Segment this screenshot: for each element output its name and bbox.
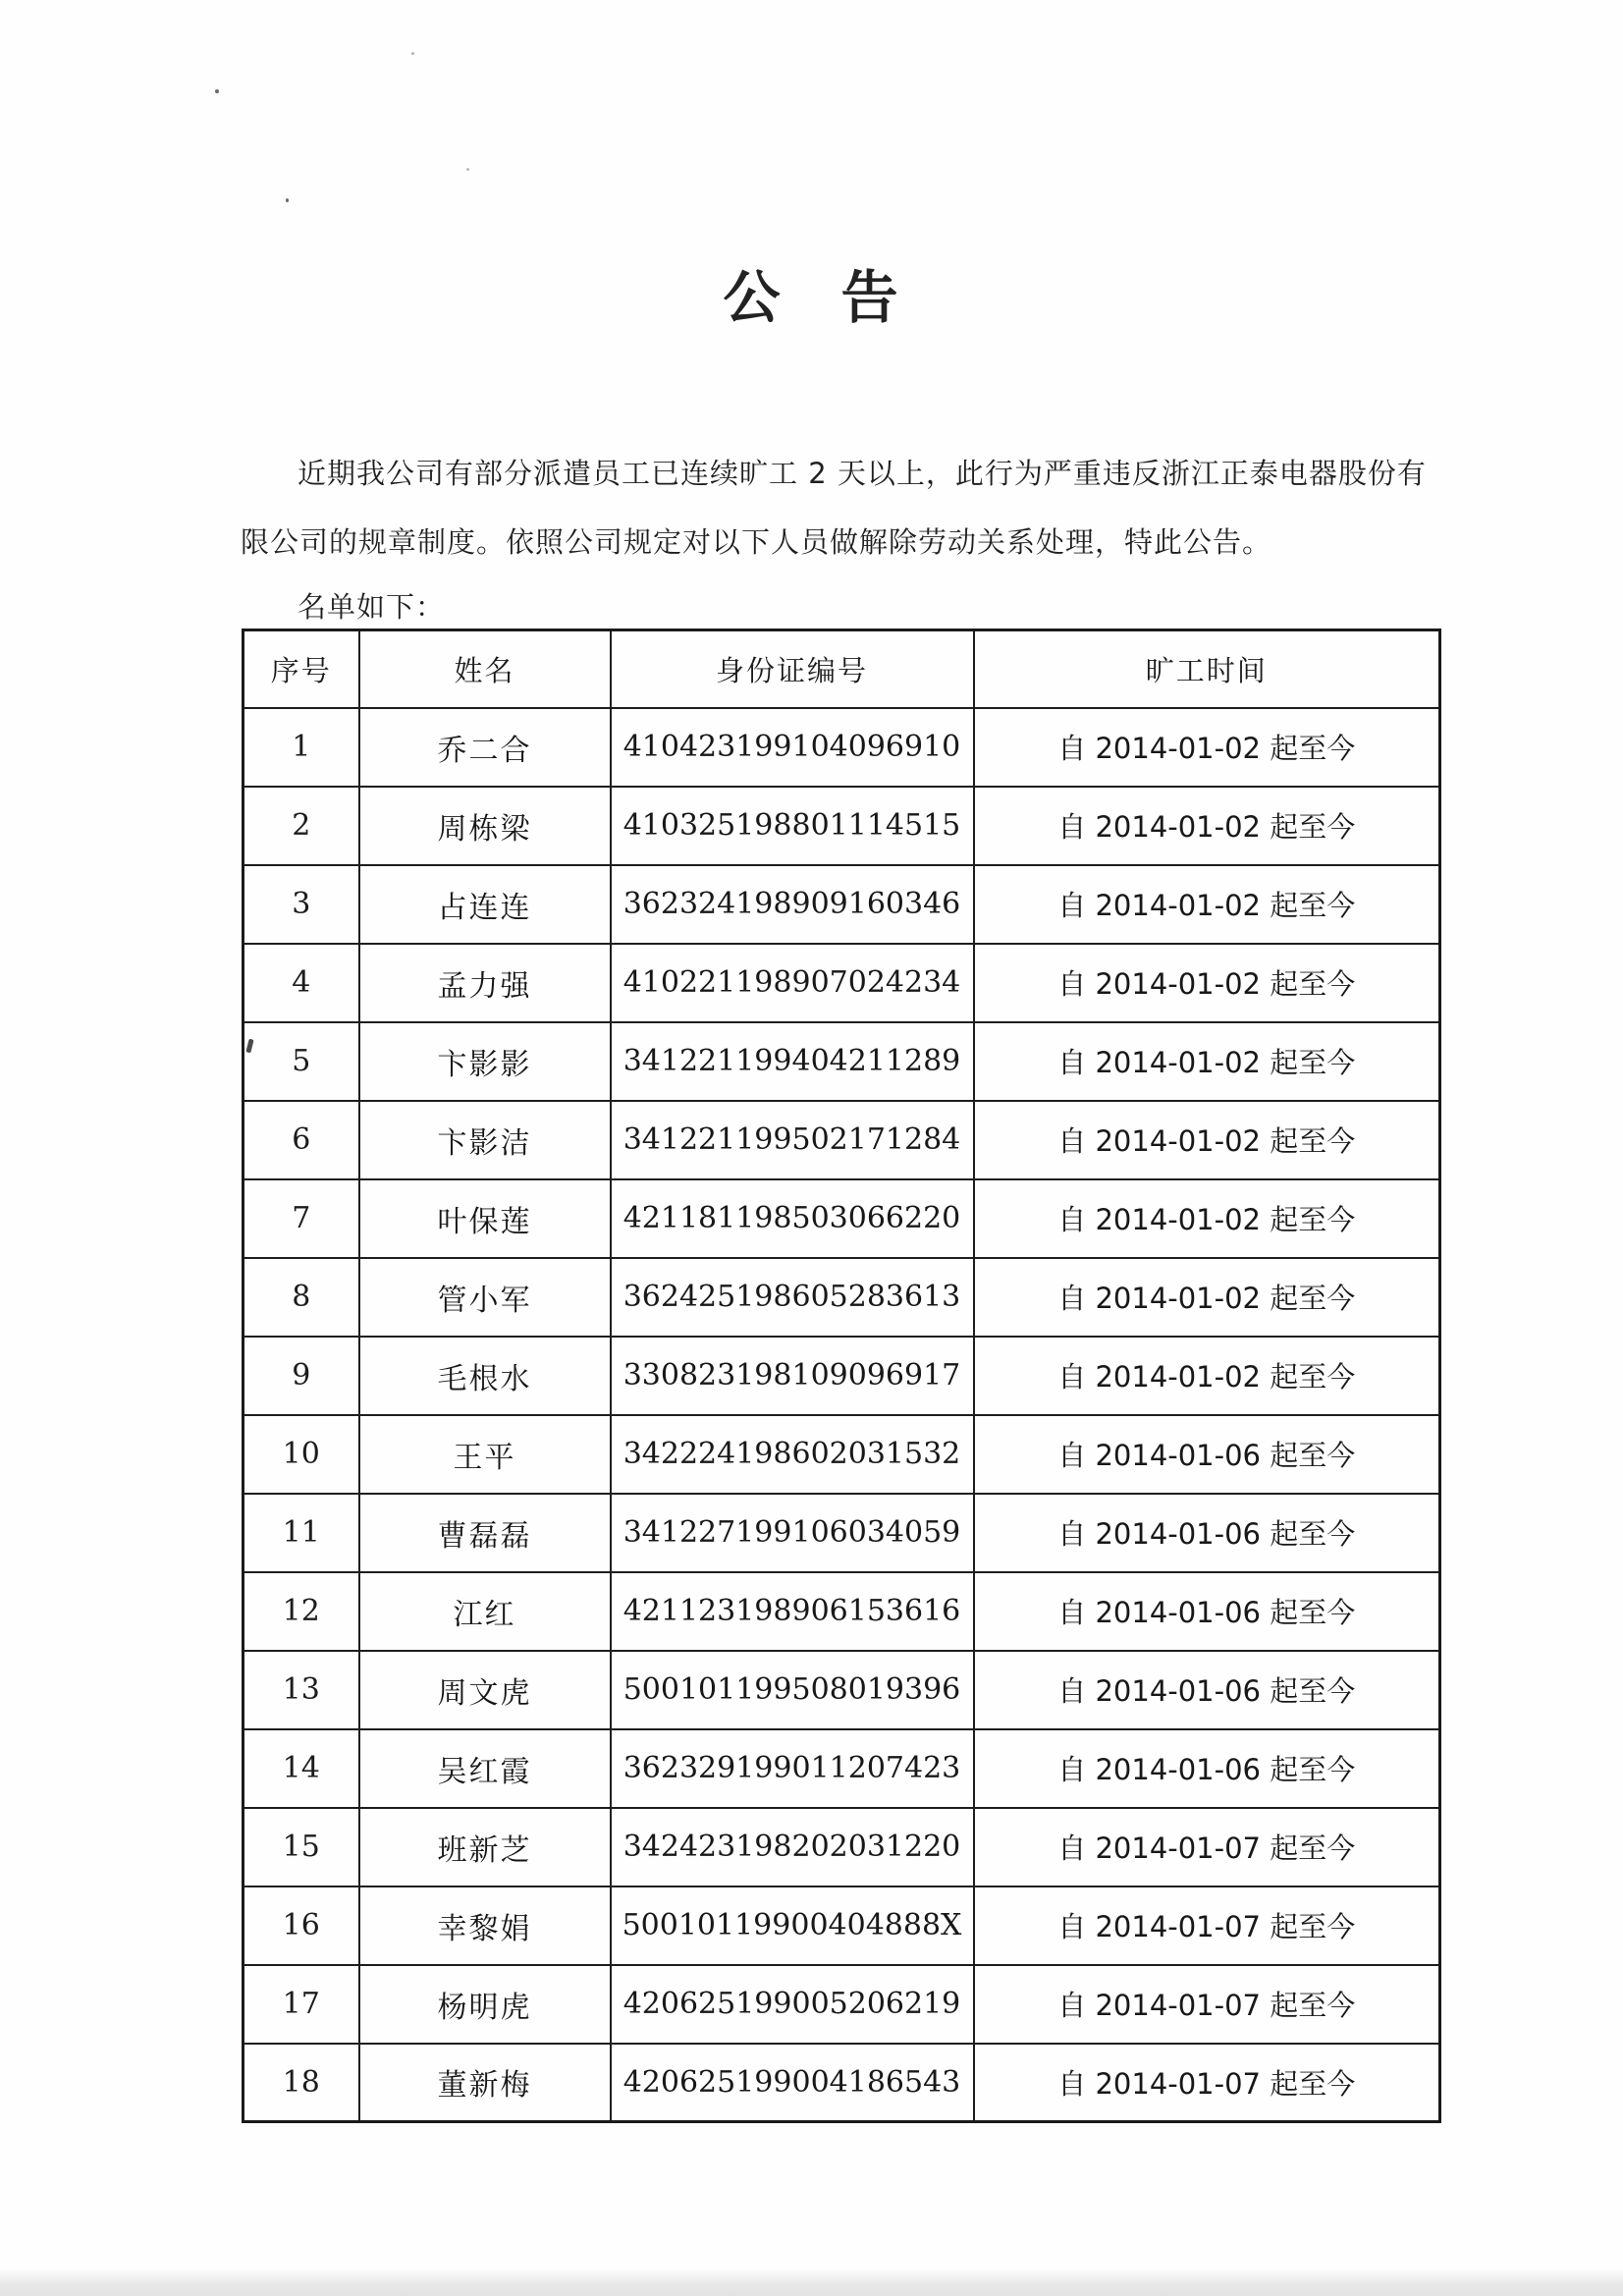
absence-period-cell: 自 2014-01-02 起至今 [974,1101,1440,1179]
employee-name-cell: 班新芝 [359,1808,611,1886]
employee-name-cell: 叶保莲 [359,1179,611,1258]
scan-speck [215,89,219,93]
id-number-cell: 342423198202031220 [611,1808,974,1886]
announcement-paragraph-line-2: 限公司的规章制度。依照公司规定对以下人员做解除劳动关系处理，特此公告。 [241,525,1272,559]
id-number-cell: 420625199005206219 [611,1965,974,2044]
absence-period-cell: 自 2014-01-07 起至今 [974,2044,1440,2122]
row-number-cell: 18 [243,2044,359,2122]
absence-period-cell: 自 2014-01-06 起至今 [974,1494,1440,1572]
id-number-cell: 421123198906153616 [611,1572,974,1651]
id-number-cell: 410325198801114515 [611,787,974,865]
employee-name-cell: 董新梅 [359,2044,611,2122]
absence-period-cell: 自 2014-01-07 起至今 [974,1886,1440,1965]
announcement-paragraph-line-1: 近期我公司有部分派遣员工已连续旷工 2 天以上，此行为严重违反浙江正泰电器股份有 [298,457,1427,490]
table-row [243,1494,1440,1572]
employee-name-cell: 周文虎 [359,1651,611,1729]
id-number-cell: 362425198605283613 [611,1258,974,1337]
employee-name-cell: 乔二合 [359,708,611,787]
col-header-id-number: 身份证编号 [611,630,974,708]
scan-speck [411,52,414,55]
id-number-cell: 341221199502171284 [611,1101,974,1179]
row-number-cell: 3 [243,865,359,944]
row-number-cell: 8 [243,1258,359,1337]
col-header-name: 姓名 [359,630,611,708]
table-row [243,787,1440,865]
table-row [243,1572,1440,1651]
table-row [243,1258,1440,1337]
row-number-cell: 6 [243,1101,359,1179]
employee-name-cell: 王平 [359,1415,611,1494]
employee-name-cell: 卞影洁 [359,1101,611,1179]
absence-period-cell: 自 2014-01-02 起至今 [974,708,1440,787]
id-number-cell: 341221199404211289 [611,1022,974,1101]
col-header-absence-time: 旷工时间 [974,630,1440,708]
dismissal-roster-table [242,629,1441,2123]
absence-period-cell: 自 2014-01-06 起至今 [974,1572,1440,1651]
absence-period-cell: 自 2014-01-06 起至今 [974,1651,1440,1729]
id-number-cell: 420625199004186543 [611,2044,974,2122]
table-row [243,1965,1440,2044]
absence-period-cell: 自 2014-01-02 起至今 [974,1022,1440,1101]
row-number-cell: 7 [243,1179,359,1258]
employee-name-cell: 杨明虎 [359,1965,611,2044]
absence-period-cell: 自 2014-01-06 起至今 [974,1415,1440,1494]
table-row [243,1808,1440,1886]
row-number-cell: 14 [243,1729,359,1808]
id-number-cell: 500101199508019396 [611,1651,974,1729]
id-number-cell: 341227199106034059 [611,1494,974,1572]
employee-name-cell: 曹磊磊 [359,1494,611,1572]
absence-period-cell: 自 2014-01-02 起至今 [974,1337,1440,1415]
row-number-cell: 15 [243,1808,359,1886]
table-row [243,1101,1440,1179]
col-header-seq-no: 序号 [243,630,359,708]
table-row [243,1651,1440,1729]
scan-speck [286,198,289,202]
table-row [243,1886,1440,1965]
absence-period-cell: 自 2014-01-02 起至今 [974,1179,1440,1258]
employee-name-cell: 周栋梁 [359,787,611,865]
row-number-cell: 17 [243,1965,359,2044]
scan-edge-shadow [0,2269,1623,2296]
row-number-cell: 12 [243,1572,359,1651]
table-row [243,708,1440,787]
id-number-cell: 330823198109096917 [611,1337,974,1415]
id-number-cell: 421181198503066220 [611,1179,974,1258]
row-number-cell: 13 [243,1651,359,1729]
absence-period-cell: 自 2014-01-07 起至今 [974,1808,1440,1886]
row-number-cell: 9 [243,1337,359,1415]
list-intro-label: 名单如下： [298,590,446,624]
employee-name-cell: 孟力强 [359,944,611,1022]
absence-period-cell: 自 2014-01-02 起至今 [974,787,1440,865]
id-number-cell: 50010119900404888X [611,1886,974,1965]
table-row [243,1179,1440,1258]
table-header-row [243,630,1440,708]
employee-name-cell: 卞影影 [359,1022,611,1101]
table-row [243,2044,1440,2122]
id-number-cell: 410423199104096910 [611,708,974,787]
row-number-cell: 10 [243,1415,359,1494]
id-number-cell: 362324198909160346 [611,865,974,944]
scan-speck [466,168,469,171]
table-row [243,1337,1440,1415]
id-number-cell: 410221198907024234 [611,944,974,1022]
absence-period-cell: 自 2014-01-06 起至今 [974,1729,1440,1808]
row-number-cell: 11 [243,1494,359,1572]
page-title: 公 告 [723,264,900,331]
absence-period-cell: 自 2014-01-02 起至今 [974,944,1440,1022]
absence-period-cell: 自 2014-01-07 起至今 [974,1965,1440,2044]
employee-name-cell: 占连连 [359,865,611,944]
employee-name-cell: 管小军 [359,1258,611,1337]
row-number-cell: 2 [243,787,359,865]
absence-period-cell: 自 2014-01-02 起至今 [974,865,1440,944]
employee-name-cell: 江红 [359,1572,611,1651]
employee-name-cell: 吴红霞 [359,1729,611,1808]
employee-name-cell: 幸黎娟 [359,1886,611,1965]
row-number-cell: 1 [243,708,359,787]
table-row [243,1415,1440,1494]
table-row [243,1729,1440,1808]
table-row [243,865,1440,944]
row-number-cell: 16 [243,1886,359,1965]
id-number-cell: 362329199011207423 [611,1729,974,1808]
row-number-cell: 4 [243,944,359,1022]
table-row [243,944,1440,1022]
employee-name-cell: 毛根水 [359,1337,611,1415]
row-number-cell: 5 [243,1022,359,1101]
id-number-cell: 342224198602031532 [611,1415,974,1494]
absence-period-cell: 自 2014-01-02 起至今 [974,1258,1440,1337]
table-row [243,1022,1440,1101]
